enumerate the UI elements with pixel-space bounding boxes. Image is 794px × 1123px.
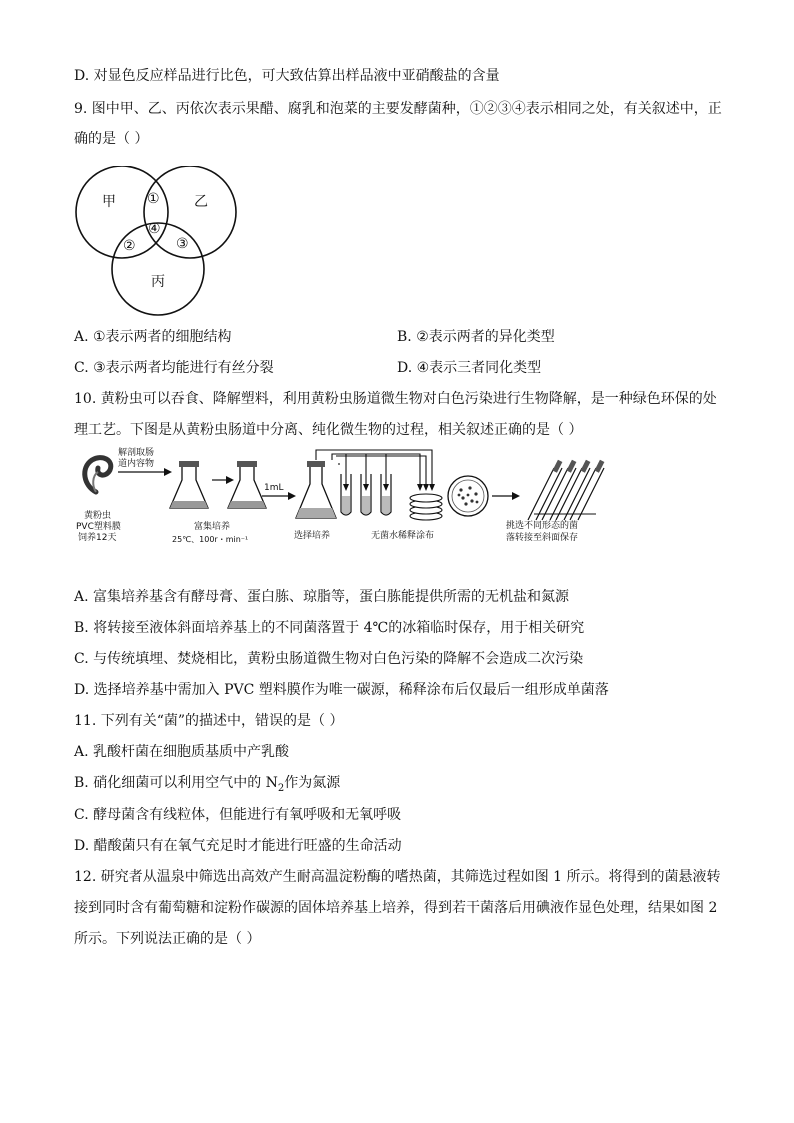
transfer-label: 1mL [264,483,284,493]
q9-stem-line2: 确的是（ ） [74,131,149,147]
dil-head-2 [363,484,369,491]
q11-option-b-suffix: 作为氮源 [284,775,341,791]
slant-tubes-icon [528,468,604,520]
enrich-label-1: 富集培养 [194,522,231,532]
venn-label-b: 乙 [194,194,208,210]
q11-option-a: A. 乳酸杆菌在细胞质基质中产乳酸 [74,744,290,760]
dil-head-3 [383,484,389,491]
venn-region-4: ④ [148,221,161,237]
dilute-label: 无菌水稀释涂布 [371,531,435,541]
venn-region-2: ② [123,238,136,254]
q11-option-d: D. 醋酸菌只有在氧气充足时才能进行旺盛的生命活动 [74,838,402,854]
enrich-label-2: 25℃、100r・min⁻¹ [172,535,249,544]
slant-label-2: 落转接至斜面保存 [506,533,579,543]
mealworm-icon [85,458,111,492]
dilution-arrows [316,450,432,486]
dil-head-4 [417,484,423,491]
select-label: 选择培养 [294,531,331,541]
q9-option-b: B. ②表示两者的异化类型 [397,329,555,345]
petri-dish-icon [448,476,488,516]
q9-option-c: C. ③表示两者均能进行有丝分裂 [74,360,274,376]
arrow-1-head [164,468,172,476]
dil-head-5 [423,484,429,491]
arrow-3-head [288,492,296,500]
worm-label-3: 饲养12天 [78,533,117,543]
q12-stem-line2: 接到同时含有葡萄糖和淀粉作碳源的固体培养基上培养，得到若干菌落后用碘液作显色处理，结果如图 2 [74,900,718,916]
test-tubes-fill [342,496,390,515]
q12-stem-line1: 12. 研究者从温泉中筛选出高效产生耐高温淀粉酶的嗜热菌，其筛选过程如图 1 所示。将得到的菌悬液转 [74,869,721,885]
q10-option-b: B. 将转接至液体斜面培养基上的不同菌落置于 4℃的冰箱临时保存，用于相关研究 [74,620,585,636]
dissect-label-1: 解剖取肠 [118,448,155,458]
venn-diagram [68,166,243,316]
q9-stem-line1: 9. 图中甲、乙、丙依次表示果醋、腐乳和泡菜的主要发酵菌种，①②③④表示相同之处，有关叙述中，正 [74,101,722,117]
q10-option-d: D. 选择培养基中需加入 PVC 塑料膜作为唯一碳源，稀释涂布后仅最后一组形成单菌落 [74,682,609,698]
q12-stem-line3: 所示。下列说法正确的是（ ） [74,931,261,947]
dil-head-6 [429,484,435,491]
q9-option-d: D. ④表示三者同化类型 [397,360,542,376]
dil-head-1 [343,484,349,491]
venn-circle-b [144,166,236,258]
q11-stem: 11. 下列有关“菌”的描述中，错误的是（ ） [74,713,344,729]
q11-option-b [74,773,340,799]
q11-option-b-subscript: 2 [277,782,285,794]
selection-flask-icon [296,461,336,518]
q10-stem-line1: 10. 黄粉虫可以吞食、降解塑料，利用黄粉虫肠道微生物对白色污染进行生物降解，是一种绿色环保的处 [74,391,717,407]
isolation-flow-figure [66,446,626,550]
worm-label-2: PVC塑料膜 [76,522,121,532]
venn-circle-a [76,166,168,258]
plate-stack-icon [410,494,442,520]
worm-label-1: 黄粉虫 [84,511,112,521]
q9-option-a: A. ①表示两者的细胞结构 [74,329,232,345]
q10-stem-line2: 理工艺。下图是从黄粉虫肠道中分离、纯化微生物的过程，相关叙述正确的是（ ） [74,422,583,438]
q8-option-d: D. 对显色反应样品进行比色，可大致估算出样品液中亚硝酸盐的含量 [74,68,500,84]
enrich-flask-2-icon [228,461,266,508]
venn-label-c: 丙 [151,274,165,290]
q10-option-c: C. 与传统填埋、焚烧相比，黄粉虫肠道微生物对白色污染的降解不会造成二次污染 [74,651,584,667]
venn-region-3: ③ [176,236,189,252]
venn-region-1: ① [147,191,160,207]
slant-label-1: 挑选不同形态的菌 [506,521,579,531]
q11-option-c: C. 酵母菌含有线粒体，但能进行有氧呼吸和无氧呼吸 [74,807,402,823]
venn-label-a: 甲 [102,194,116,210]
arrow-4-head [512,492,520,500]
enrich-flask-1-icon [170,461,208,508]
q10-option-a: A. 富集培养基含有酵母膏、蛋白胨、琼脂等，蛋白胨能提供所需的无机盐和氮源 [74,589,570,605]
dissect-label-2: 道内容物 [118,459,155,469]
q11-option-b-prefix: B. 硝化细菌可以利用空气中的 N [74,775,278,791]
arrow-2-head [226,476,234,484]
